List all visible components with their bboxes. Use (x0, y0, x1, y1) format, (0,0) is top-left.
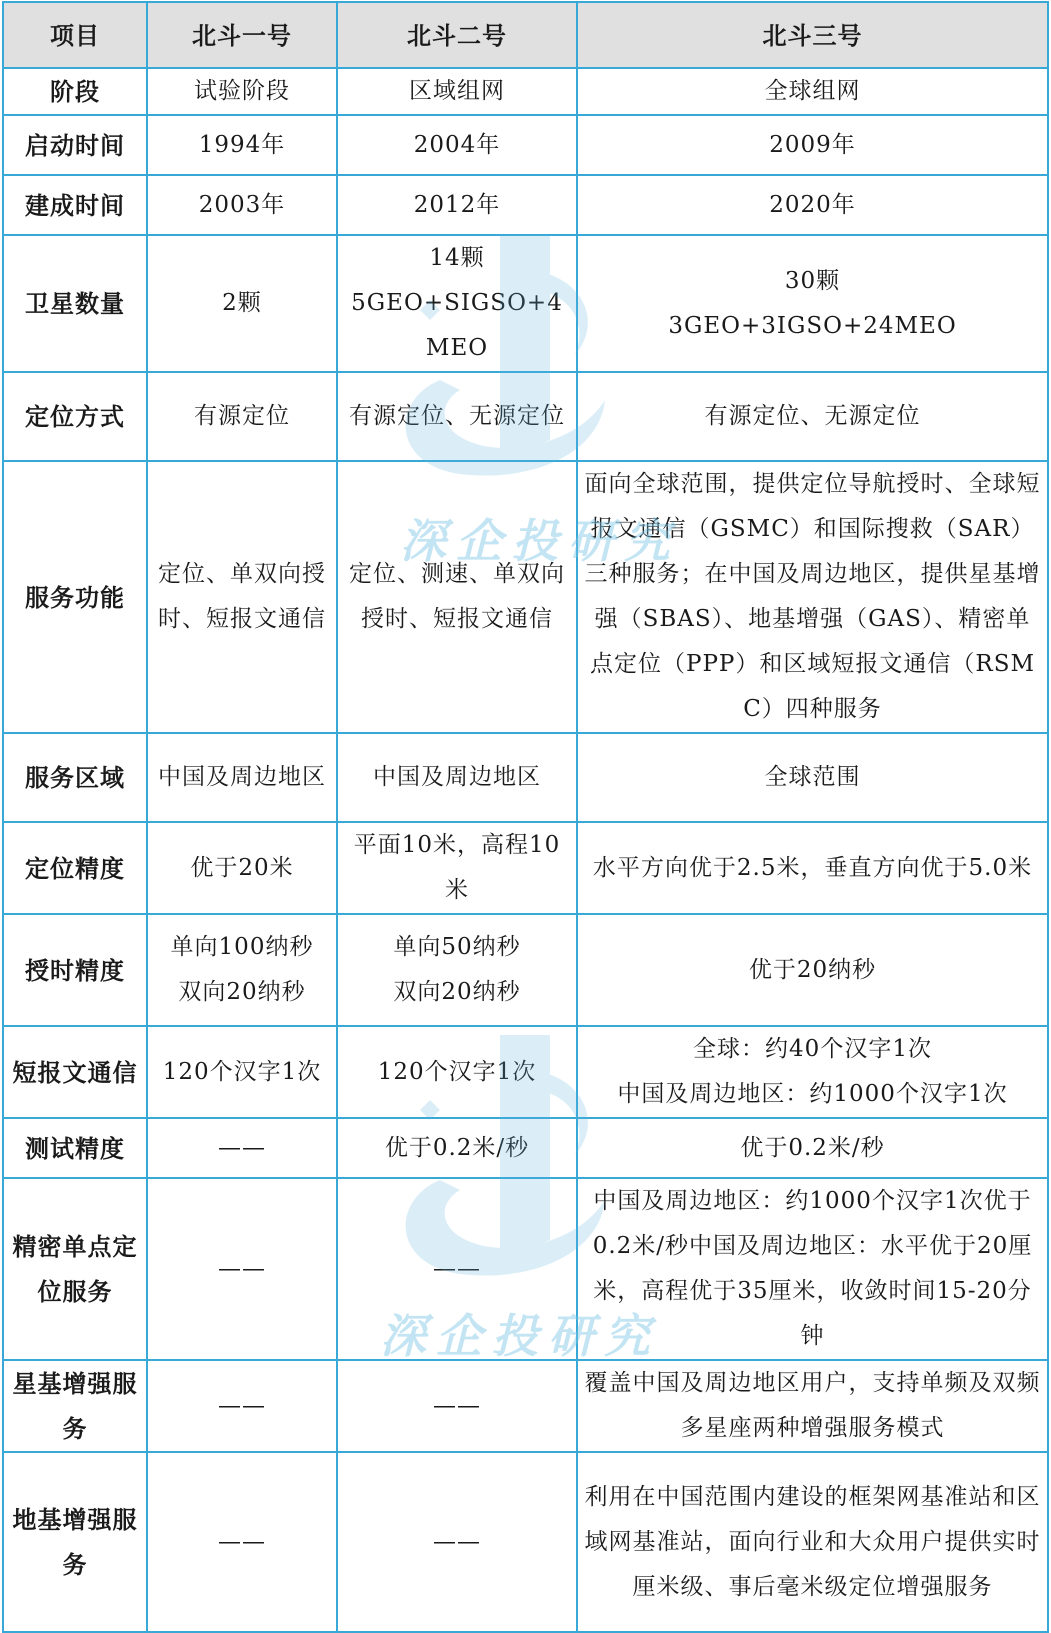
table-row (3, 68, 1048, 115)
cell-beidou-1: 1994年 (147, 115, 337, 175)
watermark-text: 深企投研究 (400, 514, 680, 568)
cell-beidou-2: 有源定位、无源定位 (337, 372, 577, 461)
cell-beidou-1: —— (147, 1118, 337, 1178)
cell-beidou-2: —— (337, 1178, 577, 1360)
row-label: 启动时间 (3, 115, 147, 175)
row-label: 阶段 (3, 68, 147, 115)
row-label: 卫星数量 (3, 235, 147, 372)
header-row (3, 2, 1048, 68)
header-beidou-1: 北斗一号 (147, 2, 337, 68)
cell-beidou-1: —— (147, 1178, 337, 1360)
row-label: 测试精度 (3, 1118, 147, 1178)
cell-beidou-3: 中国及周边地区：约1000个汉字1次优于0.2米/秒中国及周边地区：水平优于20厘米，高程优于35厘米，收敛时间15-20分钟 (577, 1178, 1048, 1360)
cell-beidou-3: 2009年 (577, 115, 1048, 175)
cell-beidou-2: —— (337, 1452, 577, 1632)
cell-beidou-1: 单向100纳秒 双向20纳秒 (147, 914, 337, 1026)
row-label: 定位方式 (3, 372, 147, 461)
table-row (3, 914, 1048, 1026)
cell-beidou-2: —— (337, 1360, 577, 1452)
cell-beidou-2: 区域组网 (337, 68, 577, 115)
table-row (3, 1118, 1048, 1178)
row-label: 星基增强服务 (3, 1360, 147, 1452)
row-label: 地基增强服务 (3, 1452, 147, 1632)
cell-beidou-2: 定位、测速、单双向授时、短报文通信 (337, 461, 577, 733)
header-beidou-2: 北斗二号 (337, 2, 577, 68)
cell-beidou-3: 全球组网 (577, 68, 1048, 115)
table-row (3, 372, 1048, 461)
cell-beidou-3: 优于0.2米/秒 (577, 1118, 1048, 1178)
cell-beidou-2: 2004年 (337, 115, 577, 175)
row-label: 定位精度 (3, 822, 147, 914)
cell-beidou-3: 全球范围 (577, 733, 1048, 822)
table-row (3, 733, 1048, 822)
cell-beidou-1: 2颗 (147, 235, 337, 372)
header-item: 项目 (3, 2, 147, 68)
row-label: 服务功能 (3, 461, 147, 733)
header-beidou-3: 北斗三号 (577, 2, 1048, 68)
table-row (3, 822, 1048, 914)
table-row (3, 1452, 1048, 1632)
row-label: 授时精度 (3, 914, 147, 1026)
row-label: 建成时间 (3, 175, 147, 235)
beidou-comparison-table (2, 1, 1049, 1633)
cell-beidou-3: 2020年 (577, 175, 1048, 235)
watermark-text: 深企投研究 (380, 1309, 660, 1363)
cell-beidou-2: 优于0.2米/秒 (337, 1118, 577, 1178)
cell-beidou-3: 优于20纳秒 (577, 914, 1048, 1026)
cell-beidou-1: 优于20米 (147, 822, 337, 914)
cell-beidou-3: 覆盖中国及周边地区用户，支持单频及双频多星座两种增强服务模式 (577, 1360, 1048, 1452)
cell-beidou-1: 试验阶段 (147, 68, 337, 115)
cell-beidou-3: 有源定位、无源定位 (577, 372, 1048, 461)
cell-beidou-2: 中国及周边地区 (337, 733, 577, 822)
cell-beidou-3: 水平方向优于2.5米，垂直方向优于5.0米 (577, 822, 1048, 914)
cell-beidou-2: 2012年 (337, 175, 577, 235)
table-row (3, 1026, 1048, 1118)
cell-beidou-2: 14颗 5GEO+SIGSO+4MEO (337, 235, 577, 372)
table-row (3, 461, 1048, 733)
cell-beidou-1: 定位、单双向授时、短报文通信 (147, 461, 337, 733)
row-label: 服务区域 (3, 733, 147, 822)
cell-beidou-2: 单向50纳秒 双向20纳秒 (337, 914, 577, 1026)
row-label: 精密单点定位服务 (3, 1178, 147, 1360)
table-row (3, 115, 1048, 175)
table-row (3, 1360, 1048, 1452)
cell-beidou-3: 面向全球范围，提供定位导航授时、全球短报文通信（GSMC）和国际搜救（SAR）三种服务；在中国及周边地区，提供星基增强（SBAS）、地基增强（GAS）、精密单点定位（PPP）和区域短报文通信（RSMC）四种服务 (577, 461, 1048, 733)
cell-beidou-3: 30颗 3GEO+3IGSO+24MEO (577, 235, 1048, 372)
cell-beidou-1: —— (147, 1452, 337, 1632)
cell-beidou-2: 平面10米，高程10米 (337, 822, 577, 914)
row-label: 短报文通信 (3, 1026, 147, 1118)
cell-beidou-1: 120个汉字1次 (147, 1026, 337, 1118)
cell-beidou-1: 2003年 (147, 175, 337, 235)
cell-beidou-1: —— (147, 1360, 337, 1452)
table-row (3, 1178, 1048, 1360)
cell-beidou-1: 有源定位 (147, 372, 337, 461)
table-row (3, 235, 1048, 372)
cell-beidou-2: 120个汉字1次 (337, 1026, 577, 1118)
cell-beidou-1: 中国及周边地区 (147, 733, 337, 822)
table-row (3, 175, 1048, 235)
cell-beidou-3: 全球：约40个汉字1次 中国及周边地区：约1000个汉字1次 (577, 1026, 1048, 1118)
cell-beidou-3: 利用在中国范围内建设的框架网基准站和区域网基准站，面向行业和大众用户提供实时厘米级、事后毫米级定位增强服务 (577, 1452, 1048, 1632)
